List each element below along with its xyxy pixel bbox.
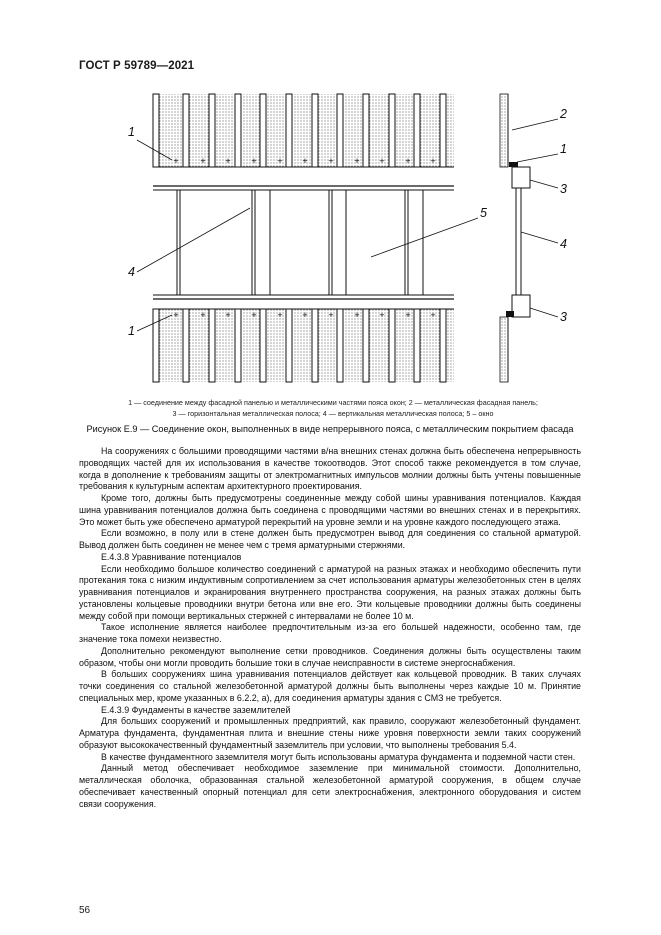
page-number: 56 xyxy=(79,905,91,916)
connection-mark: + xyxy=(225,310,231,320)
connection-mark: + xyxy=(277,310,283,320)
panel-seam xyxy=(286,94,292,167)
label-1-right: 1 xyxy=(560,142,567,156)
figure-title: Рисунок Е.9 — Соединение окон, выполненных в виде непрерывного пояса, с металлическим покрытием фасада xyxy=(86,424,574,434)
window-band xyxy=(153,186,454,299)
connection-mark: + xyxy=(200,156,206,166)
caption-line-1: 1 — соединение между фасадной панелью и металлическими частями пояса окон; 2 — металлическая фасадная панель; xyxy=(128,398,538,407)
paragraph: Данный метод обеспечивает необходимое заземление при минимальной стоимости. Дополнительно, металлическая оболочка, образованная стальной железобетонной арматурой сооружения, в общем случае обеспечивает качественный опорный потенциал для сети электроснабжения, электронного оборудования и систем связи сооружения. xyxy=(79,763,581,809)
connection-mark: + xyxy=(379,156,385,166)
label-2-right: 2 xyxy=(560,107,567,121)
paragraph: На сооружениях с большими проводящими частями в/на внешних стенах должна быть обеспечена непрерывность проводящих частей для их использования в качестве токоотводов. Этот способ также рекомендуется в том случае, когда в дополнение к требованиям защиты от электромагнитных импульсов молнии должны быть учтены повышенные требования к культурным аспектам архитектурного проектирования. xyxy=(79,446,581,492)
section-heading: Е.4.3.8 Уравнивание потенциалов xyxy=(101,551,242,562)
panel-seam xyxy=(414,94,420,167)
connection-mark: + xyxy=(200,310,206,320)
label-1-top: 1 xyxy=(128,125,135,139)
label-1-bottom: 1 xyxy=(128,324,135,338)
panel-seam xyxy=(363,309,369,382)
connection-mark: + xyxy=(430,156,436,166)
panel-seam xyxy=(312,309,318,382)
body-text xyxy=(79,446,581,810)
panel-seam xyxy=(389,309,395,382)
panel-seam xyxy=(235,309,241,382)
paragraph: Если возможно, в полу или в стене должен быть предусмотрен вывод для соединения со стальной арматурой. Вывод должен быть соединен не менее чем с тремя арматурными стержнями. xyxy=(79,528,581,550)
panel-seam xyxy=(337,94,343,167)
label-4-left: 4 xyxy=(128,265,135,279)
panel-seam xyxy=(312,94,318,167)
connection-mark: + xyxy=(251,156,257,166)
connection-mark: + xyxy=(173,310,179,320)
connection-mark: + xyxy=(328,310,334,320)
panel-seam xyxy=(235,94,241,167)
connection-mark: + xyxy=(277,156,283,166)
paragraph: Если необходимо большое количество соединений с арматурой на разных этажах и необходимо обеспечить пути протекания тока с низким индуктивным сопротивлением за счет использования арматуры железобетонных стен в целях уравнивания потенциалов и экранирования внутреннего пространства сооружения, на разных этажах должны быть установлены кольцевые проводники внутри бетона или вне его. Эти кольцевые проводники должны быть соединены между собой при помощи вертикальных стержней с интервалами не более 10 м. xyxy=(79,563,581,621)
connection-mark: + xyxy=(354,310,360,320)
label-5: 5 xyxy=(480,206,487,220)
connection-mark: + xyxy=(405,156,411,166)
connection-mark: + xyxy=(328,156,334,166)
connection-mark: + xyxy=(354,156,360,166)
connection-mark: + xyxy=(379,310,385,320)
figure-caption xyxy=(88,398,578,419)
connection-mark: + xyxy=(405,310,411,320)
panel-seam xyxy=(440,94,446,167)
panel-seam xyxy=(209,94,215,167)
panel-seam xyxy=(260,309,266,382)
connection-mark: + xyxy=(173,156,179,166)
side-section xyxy=(500,94,558,382)
figure-e9-drawing xyxy=(0,0,661,400)
panel-seam xyxy=(440,309,446,382)
paragraph: В больших сооружениях шина уравнивания потенциалов действует как кольцевой проводник. В таких случаях точки соединения со стальной железобетонной арматурой должны быть выполнены через каждые 10 м. Принятие специальных мер, кроме указанных в 6.2.2, а), для соединения арматуры здания с СМЗ не требуется. xyxy=(79,669,581,703)
section-heading: Е.4.3.9 Фундаменты в качестве заземлителей xyxy=(101,704,291,715)
panel-seam xyxy=(260,94,266,167)
paragraph: Кроме того, должны быть предусмотрены соединенные между собой шины уравнивания потенциалов. Каждая шина уравнивания потенциалов должна быть соединена с проводящими частями во внешних стенах и в перекрытиях. Это может быть уже обеспечено арматурой перекрытий на уровне земли и на уровне каждого последующего этажа. xyxy=(79,493,581,527)
panel-seam xyxy=(153,94,159,167)
paragraph: Для больших сооружений и промышленных предприятий, как правило, сооружают железобетонный фундамент. Арматура фундамента, фундаментная плита и внешние стены ниже уровня поверхности земли таких сооружений образуют высококачественный фундаментный заземлитель при условии, что выполнены требования 5.4. xyxy=(79,716,581,750)
panel-seam xyxy=(337,309,343,382)
label-4-right: 4 xyxy=(560,237,567,251)
connection-mark: + xyxy=(430,310,436,320)
panel-seam xyxy=(183,309,189,382)
panel-seam xyxy=(153,309,159,382)
connection-mark: + xyxy=(302,156,308,166)
document-header: ГОСТ Р 59789—2021 xyxy=(79,60,195,72)
panel-seam xyxy=(389,94,395,167)
panel-seam xyxy=(286,309,292,382)
paragraph: Дополнительно рекомендуют выполнение сетки проводников. Соединения должны быть осуществлены таким образом, чтобы они могли проводить большие токи в случае неисправности в системе энергоснабжения. xyxy=(79,645,581,668)
connection-mark: + xyxy=(225,156,231,166)
paragraph: В качестве фундаментного заземлителя могут быть использованы арматура фундамента и подземной части стен. xyxy=(101,751,576,762)
connection-mark: + xyxy=(251,310,257,320)
panel-seam xyxy=(183,94,189,167)
paragraph: Такое исполнение является наиболее предпочтительным из-за его большей надежности, особенно там, где значение тока помехи неизвестно. xyxy=(79,622,581,644)
panel-seam xyxy=(209,309,215,382)
label-3-right-top: 3 xyxy=(560,182,567,196)
caption-line-2: 3 — горизонтальная металлическая полоса; 4 — вертикальная металлическая полоса; 5 – окно xyxy=(172,408,494,418)
panel-seam xyxy=(363,94,369,167)
connection-mark: + xyxy=(302,310,308,320)
label-3-right-bottom: 3 xyxy=(560,310,567,324)
panel-seam xyxy=(414,309,420,382)
